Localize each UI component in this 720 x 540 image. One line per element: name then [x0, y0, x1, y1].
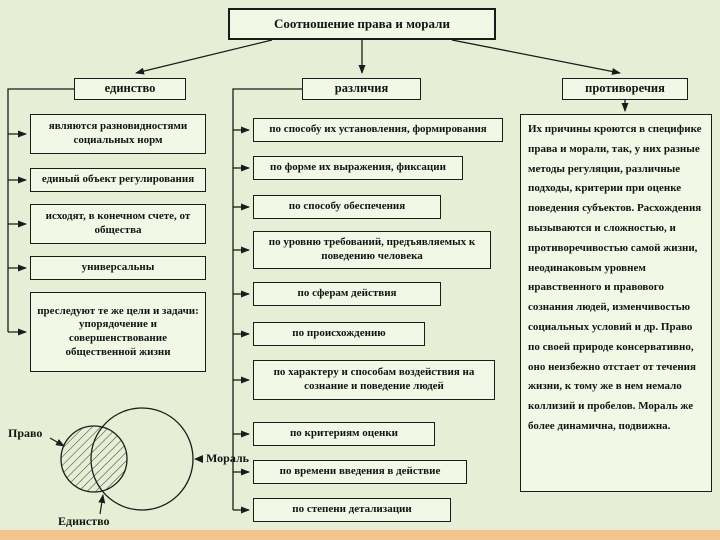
- difference-item: по времени введения в действие: [253, 460, 467, 484]
- contradictions-text: Их причины кроются в специфике права и морали, так, у них разные методы регуляции, различные подходы, критерии при оценке поведения субъектов. Расхождения вызываются и сложностью, и противоречивостью самой жизни, неодинаковым уровнем нравственного и правового сознания людей, изменчивостью социальных условий и др. Право по своей природе консервативно, оно неизбежно отстает от течения жизни, к тому же в нем немало коллизий и пробелов. Мораль же более динамична, подвижна.: [520, 114, 712, 492]
- header-unity: единство: [74, 78, 186, 100]
- unity-item: единый объект регулирования: [30, 168, 206, 192]
- diagram-title: Соотношение права и морали: [228, 8, 496, 40]
- bottom-strip: [0, 530, 720, 540]
- difference-item: по способу их установления, формирования: [253, 118, 503, 142]
- difference-item: по критериям оценки: [253, 422, 435, 446]
- difference-item: по характеру и способам воздействия на сознание и поведение людей: [253, 360, 495, 400]
- law-pointer-line: [50, 438, 64, 446]
- difference-item: по степени детализации: [253, 498, 451, 522]
- morality-circle: [91, 408, 193, 510]
- header-contradictions: противоречия: [562, 78, 688, 100]
- difference-item: по уровню требований, предъявляемых к поведению человека: [253, 231, 491, 269]
- unity-item: исходят, в конечном счете, от общества: [30, 204, 206, 244]
- venn-label-law: Право: [8, 426, 43, 440]
- difference-item: по форме их выражения, фиксации: [253, 156, 463, 180]
- law-circle: [61, 426, 127, 492]
- venn-diagram: [0, 400, 260, 540]
- difference-item: по способу обеспечения: [253, 195, 441, 219]
- venn-label-unity: Единство: [58, 514, 110, 528]
- difference-item: по происхождению: [253, 322, 425, 346]
- unity-item: являются разновидностями социальных норм: [30, 114, 206, 154]
- unity-item: преследуют те же цели и задачи: упорядочение и совершенствование общественной жизни: [30, 292, 206, 372]
- unity-pointer-line: [100, 495, 103, 514]
- venn-label-morality: Мораль: [206, 451, 250, 465]
- morality-arrow-icon: [194, 455, 203, 463]
- unity-item: универсальны: [30, 256, 206, 280]
- header-differences: различия: [302, 78, 421, 100]
- difference-item: по сферам действия: [253, 282, 441, 306]
